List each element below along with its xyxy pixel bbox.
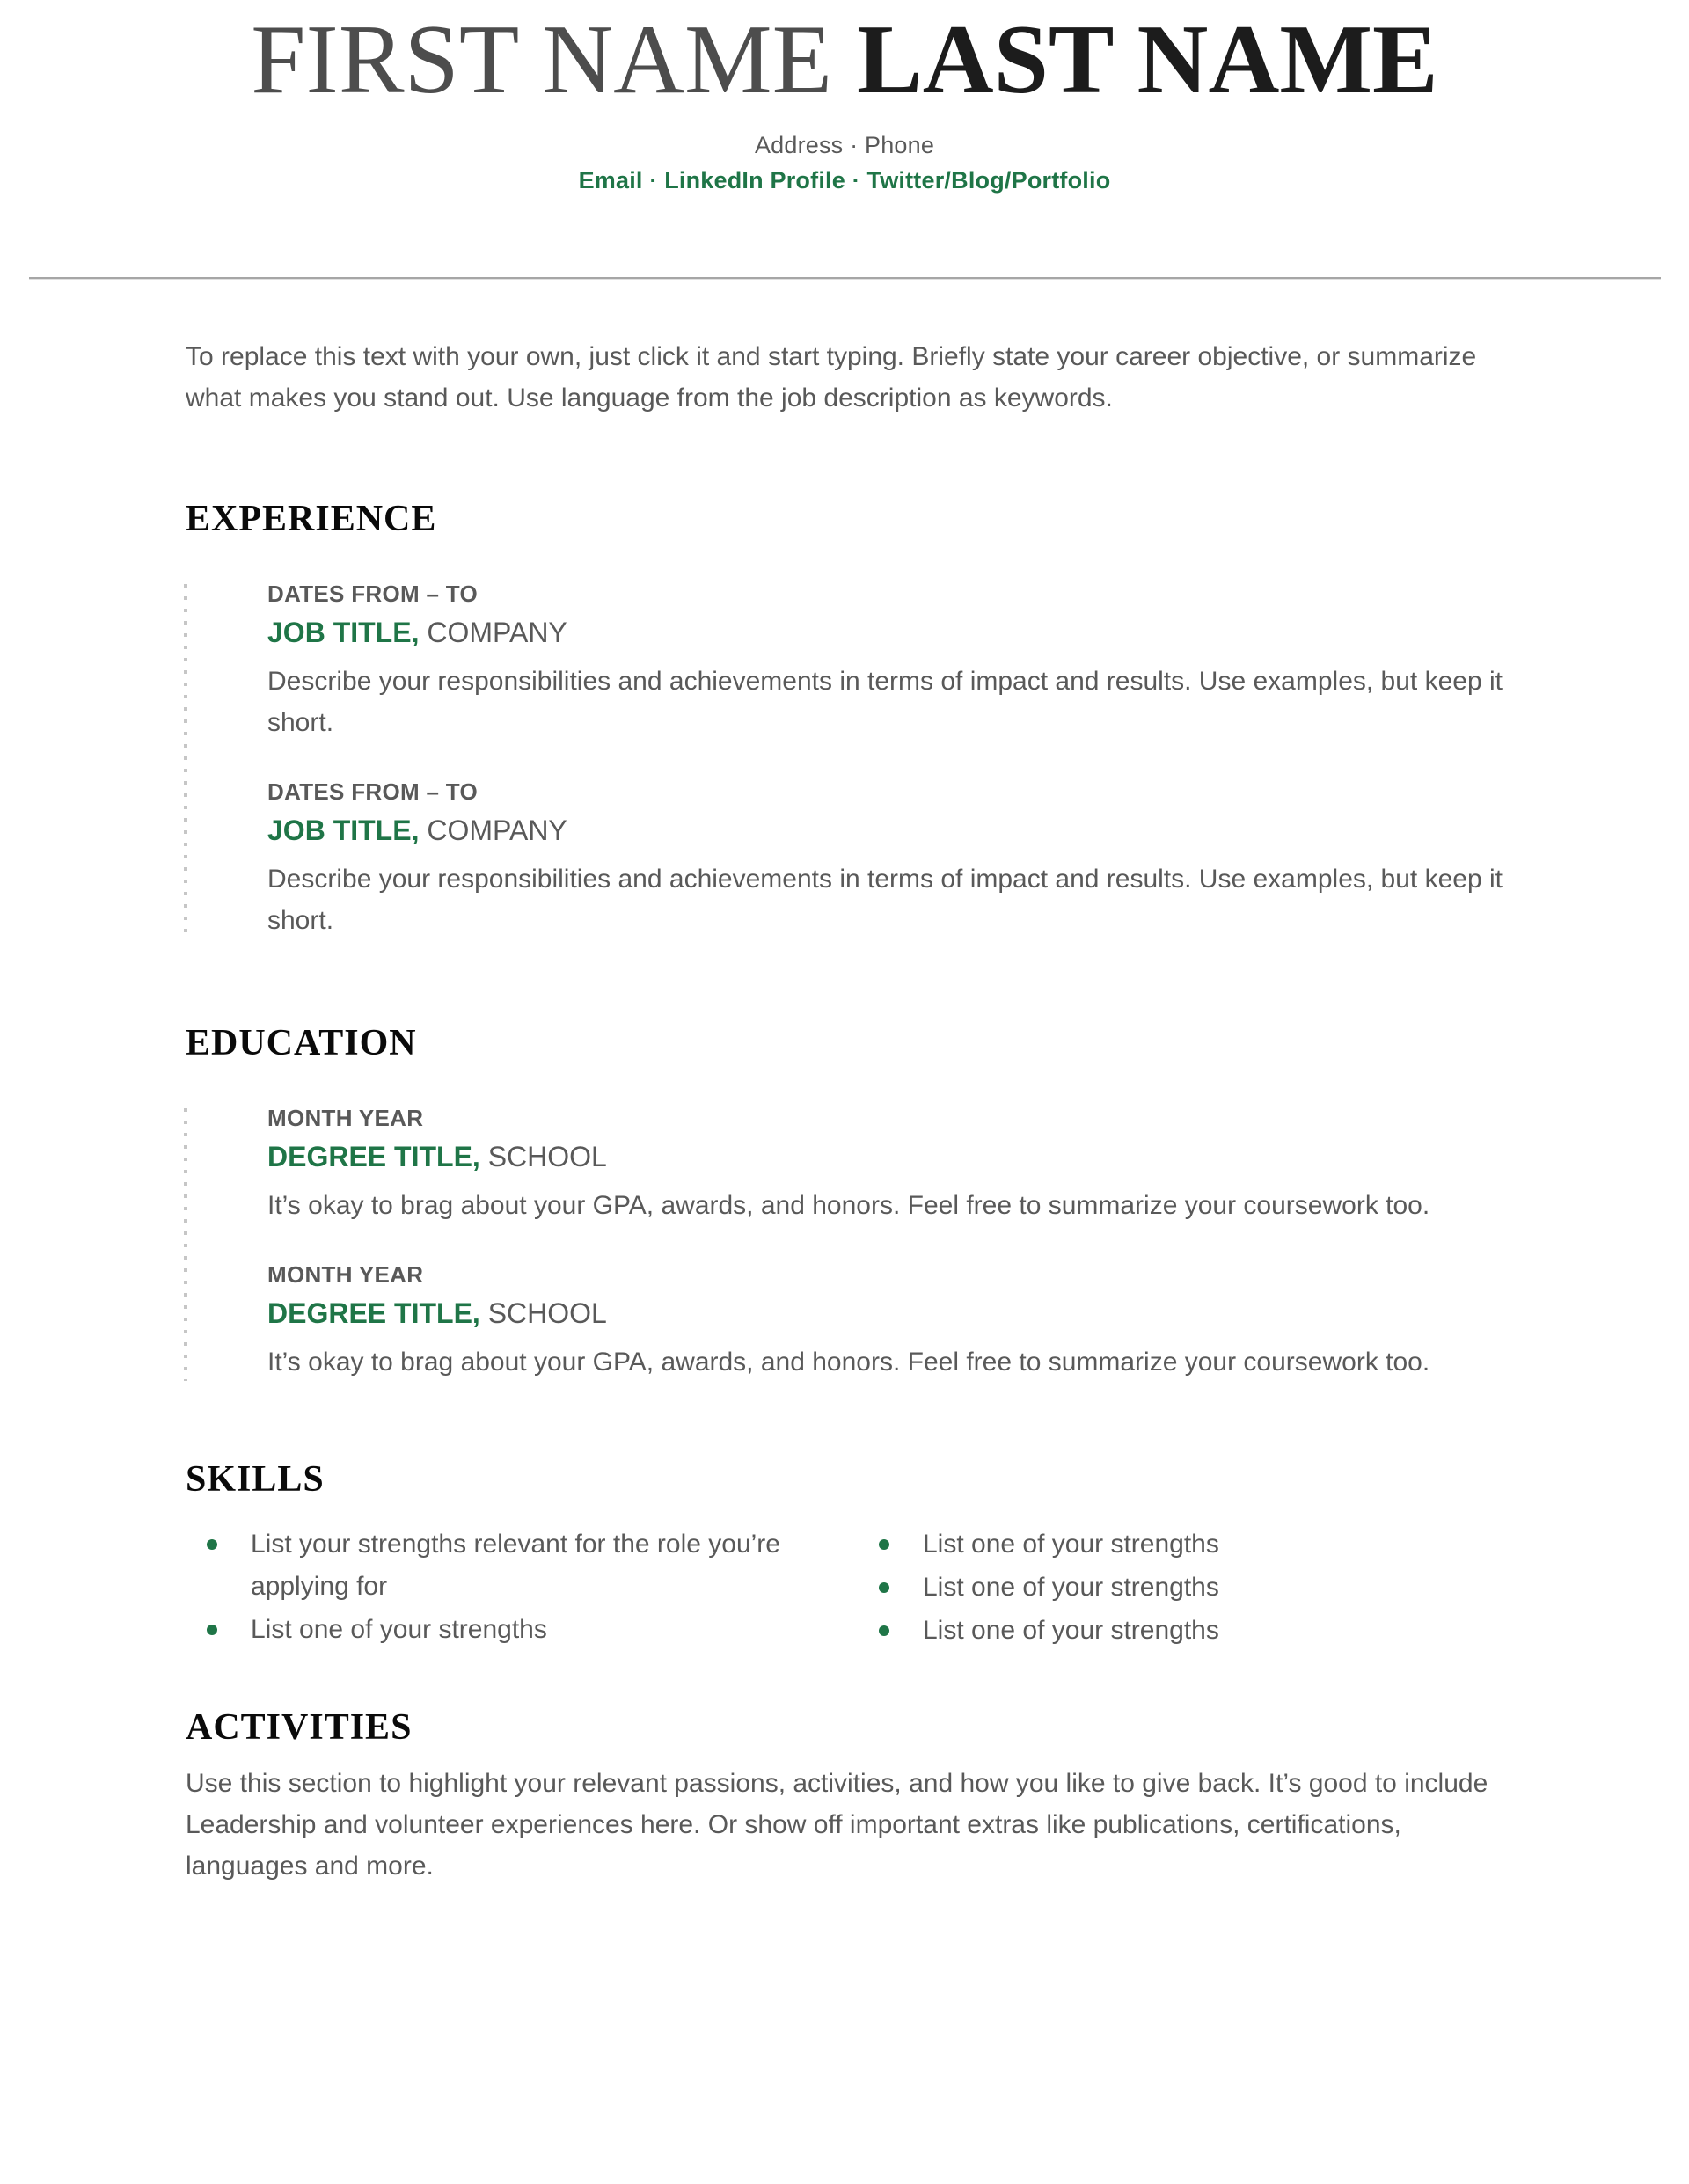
skill-text: List one of your strengths (251, 1615, 547, 1644)
education-entries (184, 1105, 1689, 1383)
experience-description: Describe your responsibilities and achievements in terms of impact and results. Use examples, but keep it short. (267, 667, 1503, 737)
skill-list-item (207, 1523, 805, 1608)
skills-right-column (879, 1523, 1495, 1652)
education-section-title: EDUCATION (186, 1023, 417, 1063)
education-titleline (267, 1141, 1689, 1173)
education-entry (267, 1105, 1689, 1226)
skill-text: List one of your strengths (923, 1573, 1219, 1602)
experience-section-title: EXPERIENCE (186, 499, 437, 539)
skills-section-title: SKILLS (186, 1459, 325, 1500)
email-links-line: Email · LinkedIn Profile · Twitter/Blog/Portfolio (578, 167, 1111, 194)
education-description: It’s okay to brag about your GPA, awards, and honors. Feel free to summarize your coursework too. (267, 1348, 1430, 1377)
skill-list-item (879, 1610, 1495, 1652)
education-titleline (267, 1297, 1689, 1330)
first-name-placeholder: FIRST NAME (251, 5, 832, 114)
activities-paragraph: Use this section to highlight your relevant passions, activities, and how you like to give back. It’s good to include Leadership and volunteer experiences here. Or show off important extras like publications, certifications, languages and more. (186, 1769, 1488, 1881)
activities-section-title: ACTIVITIES (186, 1707, 413, 1748)
skill-list-item (879, 1523, 1495, 1566)
skills-columns (0, 1523, 1689, 1652)
experience-titleline (267, 617, 1689, 649)
bullet-icon (207, 1625, 217, 1635)
education-dates: MONTH YEAR (267, 1105, 424, 1131)
job-title-placeholder: JOB TITLE, (267, 617, 420, 648)
last-name-placeholder: LAST NAME (857, 5, 1438, 114)
bullet-icon (879, 1539, 889, 1550)
bullet-icon (879, 1582, 889, 1593)
resume-header (0, 0, 1689, 194)
company-placeholder: COMPANY (419, 617, 567, 648)
school-placeholder: SCHOOL (479, 1141, 607, 1172)
objective-paragraph: To replace this text with your own, just click it and start typing. Briefly state your career objective, or summarize what makes you stand out. Use language from the job description as keywords. (186, 342, 1477, 413)
address-phone-line: Address · Phone (754, 132, 935, 158)
experience-dates: DATES FROM – TO (267, 778, 478, 805)
skills-left-column (207, 1523, 879, 1652)
experience-entry (267, 581, 1689, 743)
degree-title-placeholder: DEGREE TITLE, (267, 1141, 480, 1172)
skill-text: List one of your strengths (923, 1530, 1219, 1559)
experience-entries (184, 581, 1689, 941)
degree-title-placeholder: DEGREE TITLE, (267, 1297, 480, 1329)
education-entry (267, 1261, 1689, 1383)
school-placeholder: SCHOOL (479, 1297, 607, 1329)
experience-dates: DATES FROM – TO (267, 581, 478, 607)
candidate-name (0, 5, 1689, 114)
bullet-icon (879, 1625, 889, 1636)
skill-list-item (879, 1567, 1495, 1609)
experience-entry (267, 778, 1689, 941)
education-description: It’s okay to brag about your GPA, awards, and honors. Feel free to summarize your coursework too. (267, 1191, 1430, 1220)
education-dates: MONTH YEAR (267, 1261, 424, 1288)
skill-text: List your strengths relevant for the role you’re applying for (251, 1530, 780, 1601)
skill-list-item (207, 1609, 805, 1651)
job-title-placeholder: JOB TITLE, (267, 814, 420, 846)
experience-titleline (267, 814, 1689, 847)
experience-description: Describe your responsibilities and achievements in terms of impact and results. Use examples, but keep it short. (267, 865, 1503, 935)
skill-text: List one of your strengths (923, 1616, 1219, 1645)
company-placeholder: COMPANY (419, 814, 567, 846)
bullet-icon (207, 1539, 217, 1550)
header-divider-rule (29, 277, 1661, 280)
